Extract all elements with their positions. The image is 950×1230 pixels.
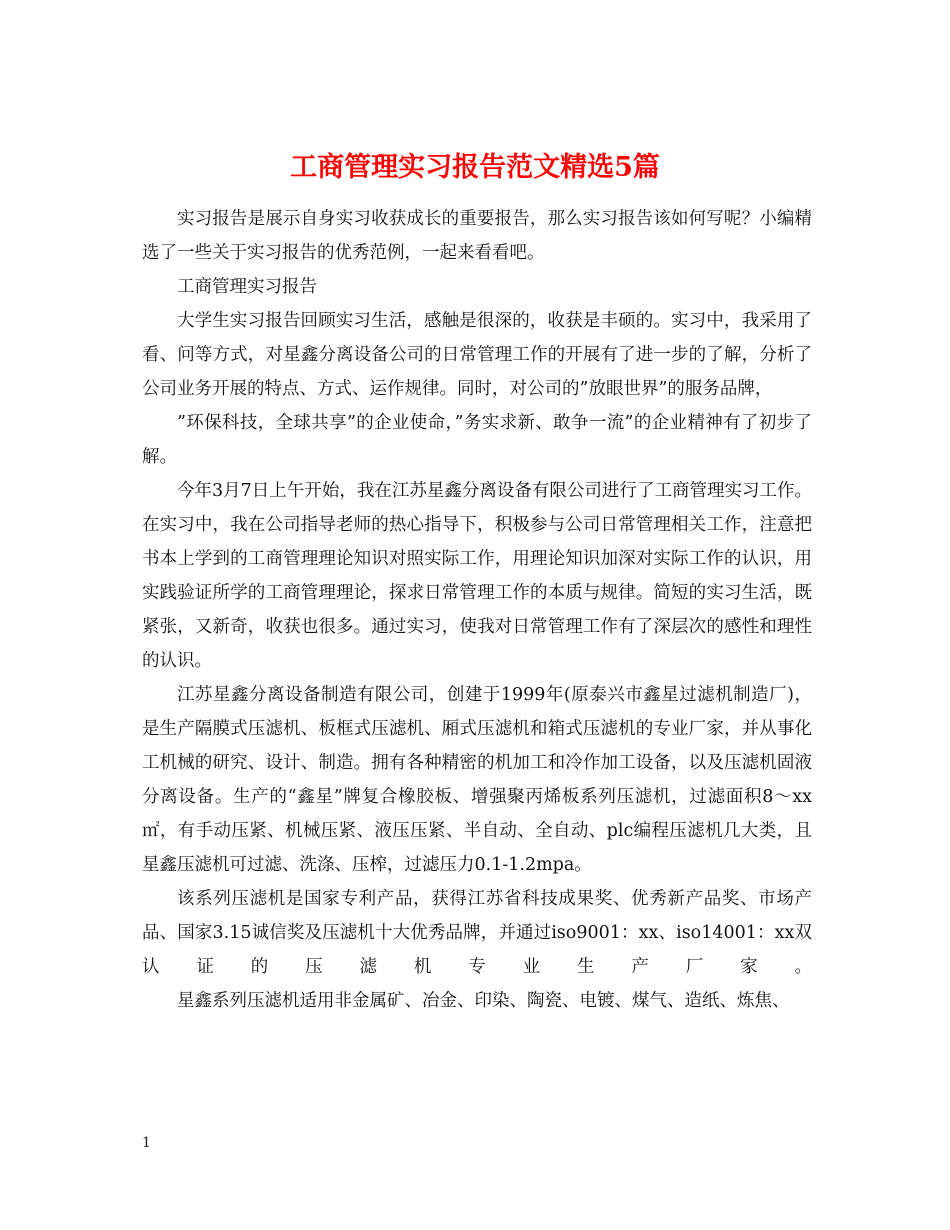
document-body: [142, 202, 812, 1018]
paragraph-intro: 实习报告是展示自身实习收获成长的重要报告，那么实习报告该如何写呢？小编精选了一些关于实习报告的优秀范例，一起来看看吧。: [142, 209, 812, 263]
paragraph-applications: 星鑫系列压滤机适用非金属矿、冶金、印染、陶瓷、电镀、煤气、造纸、炼焦、: [177, 991, 790, 1011]
paragraph-review: 大学生实习报告回顾实习生活，感触是很深的，收获是丰硕的。实习中，我采用了看、问等方式，对星鑫分离设备公司的日常管理工作的开展有了进一步的了解，分析了公司业务开展的特点、方式、运作规律。同时，对公司的”放眼世界”的服务品牌，: [142, 311, 812, 399]
paragraph-company-profile: 江苏星鑫分离设备制造有限公司，创建于1999年(原泰兴市鑫星过滤机制造厂)，是生产隔膜式压滤机、板框式压滤机、厢式压滤机和箱式压滤机的专业厂家，并从事化工机械的研究、设计、制造。拥有各种精密的机加工和冷作加工设备，以及压滤机固液分离设备。生产的“鑫星”牌复合橡胶板、增强聚丙烯板系列压滤机，过滤面积8～xx㎡，有手动压紧、机械压紧、液压压紧、半自动、全自动、plc编程压滤机几大类，且星鑫压滤机可过滤、洗涤、压榨，过滤压力0.1-1.2mpa。: [142, 685, 812, 875]
document-title: 工商管理实习报告范文精选5篇: [290, 152, 660, 184]
page-number: 1: [142, 1135, 151, 1151]
paragraph-mission: ”环保科技，全球共享”的企业使命，”务实求新、敢争一流”的企业精神有了初步了解。: [142, 413, 812, 467]
paragraph-subheading: 工商管理实习报告: [177, 277, 317, 297]
paragraph-internship-start: 今年3月7日上午开始，我在江苏星鑫分离设备有限公司进行了工商管理实习工作。在实习中，我在公司指导老师的热心指导下，积极参与公司日常管理相关工作，注意把书本上学到的工商管理理论知识对照实际工作，用理论知识加深对实际工作的认识，用实践验证所学的工商管理理论，探求日常管理工作的本质与规律。简短的实习生活，既紧张，又新奇，收获也很多。通过实习，使我对日常管理工作有了深层次的感性和理性的认识。: [142, 481, 812, 671]
paragraph-patent: 该系列压滤机是国家专利产品，获得江苏省科技成果奖、优秀新产品奖、市场产品、国家3.15诚信奖及压滤机十大优秀品牌，并通过iso9001：xx、iso14001：xx双认证的压滤机专业生产厂家。: [142, 889, 812, 977]
